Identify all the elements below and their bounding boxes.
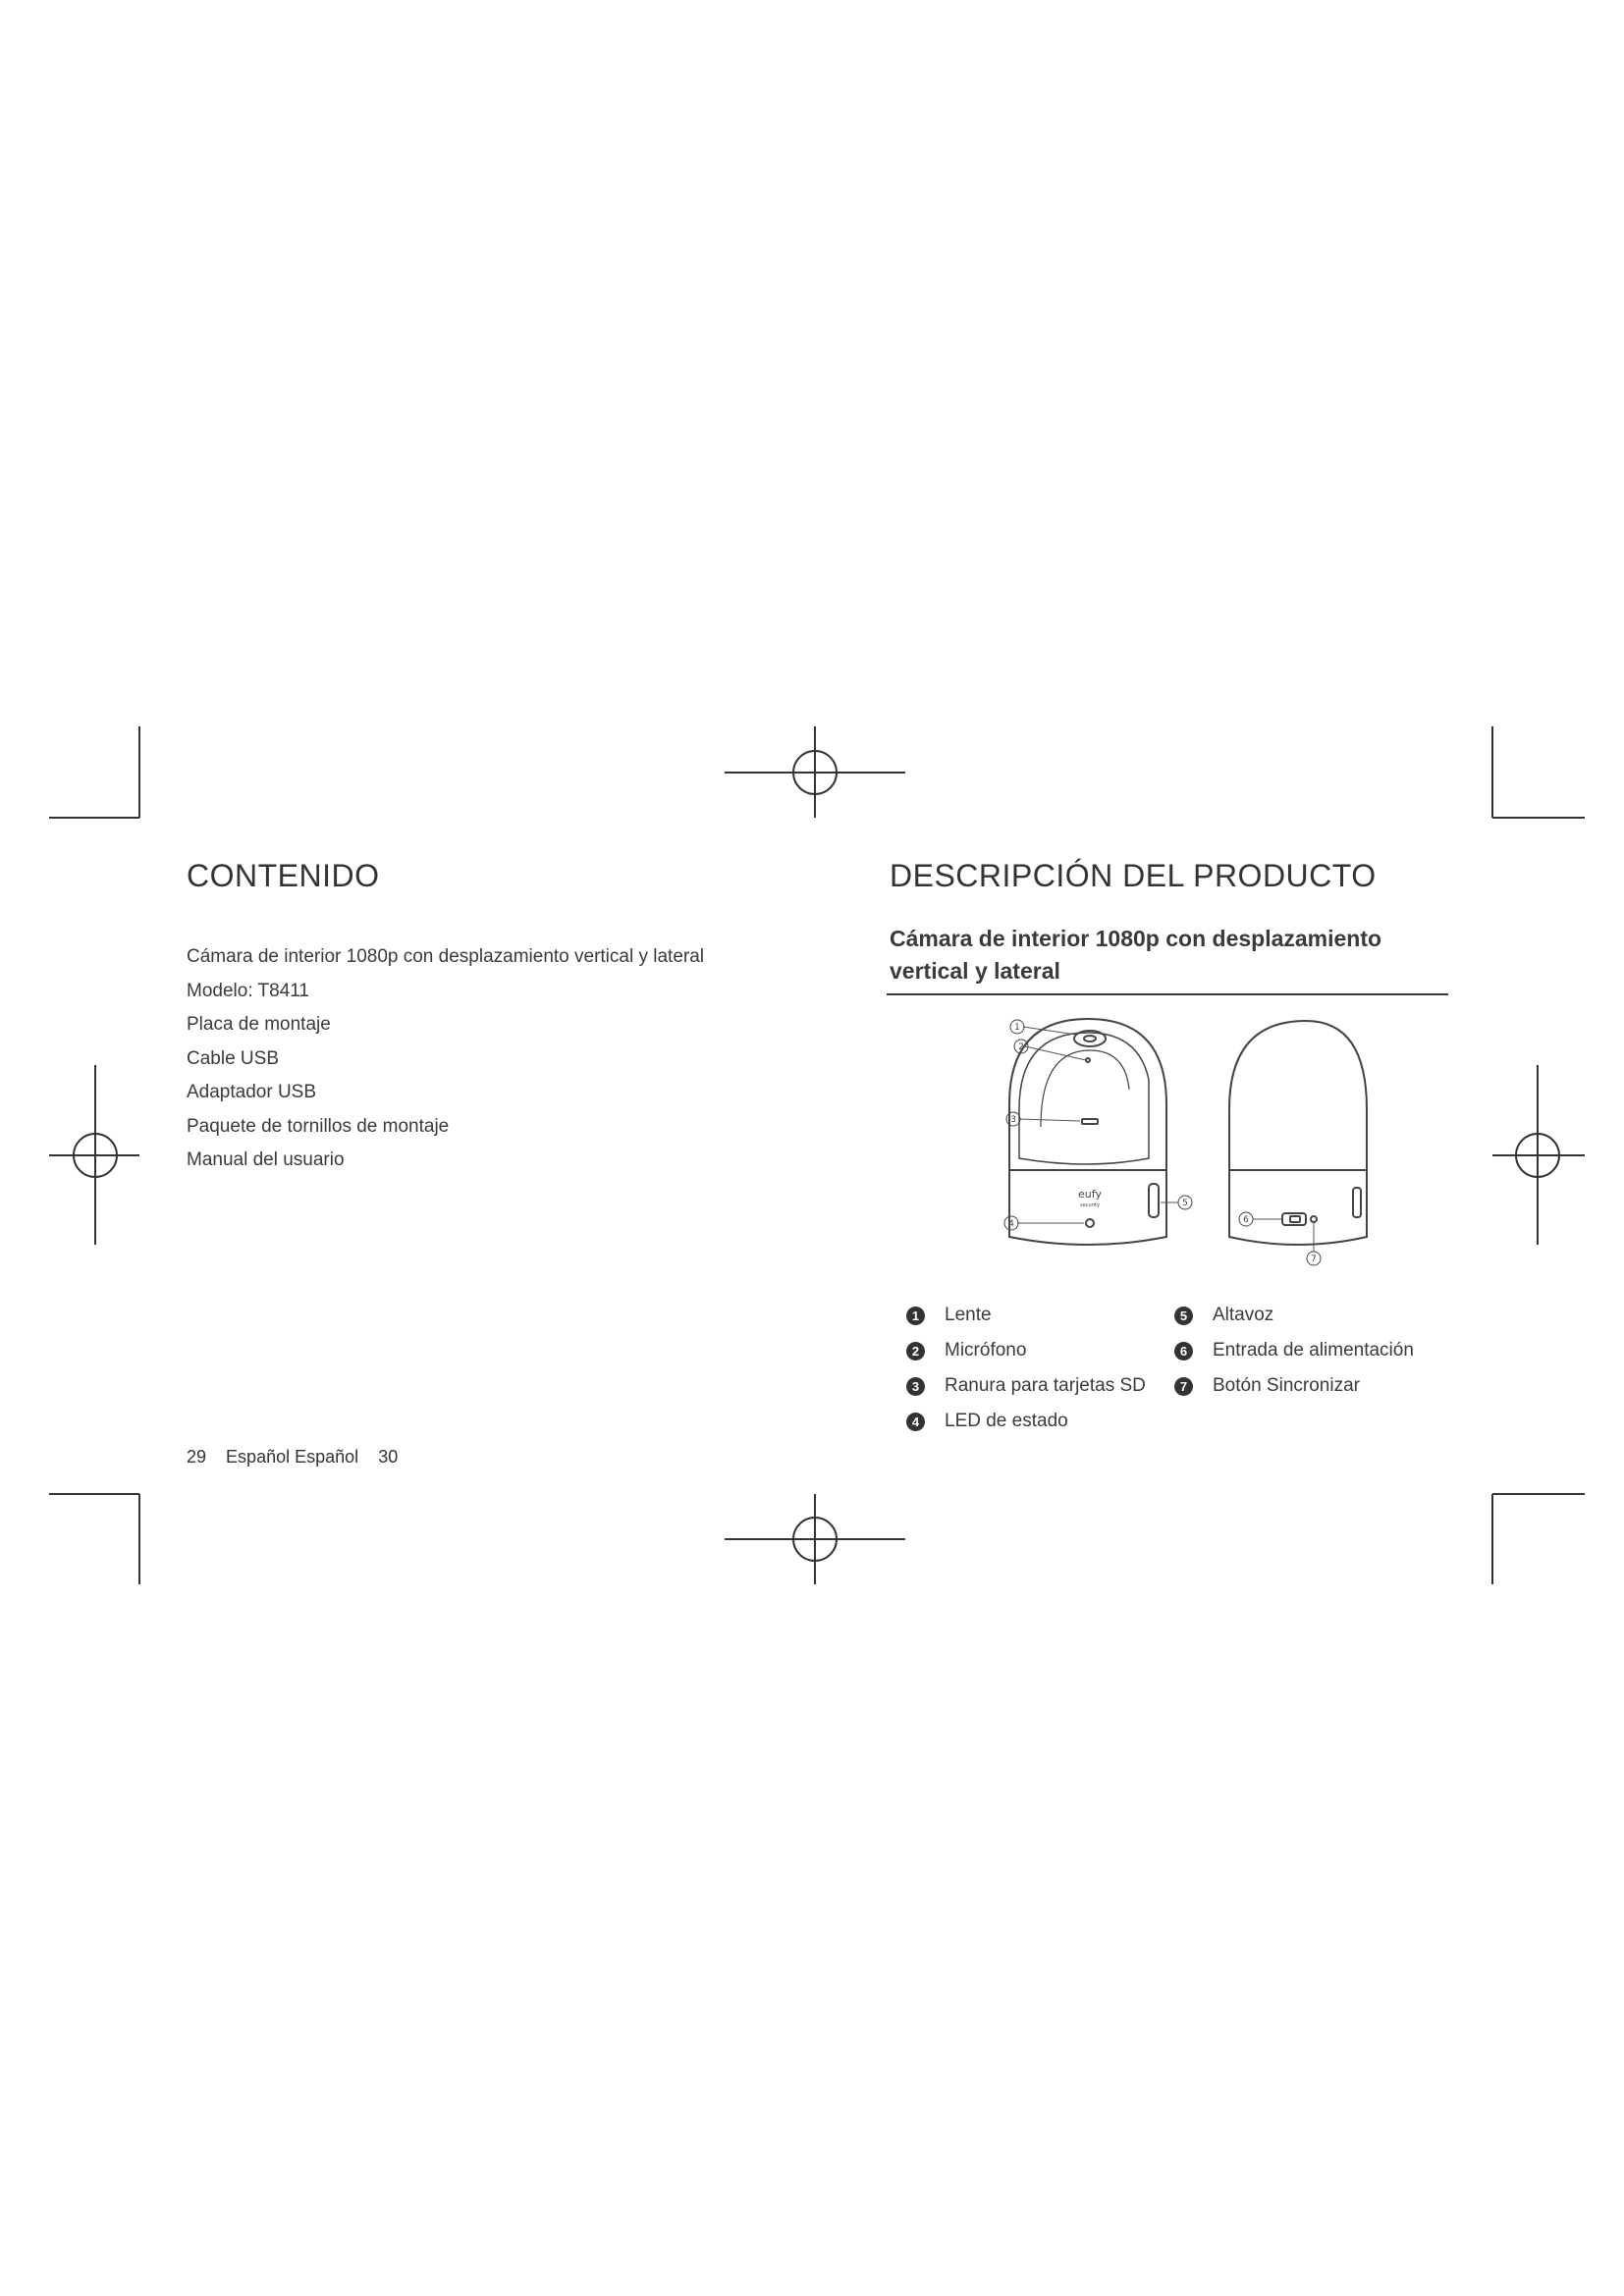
- camera-back-body: [1229, 1021, 1367, 1245]
- subtitle-underline: [887, 993, 1448, 995]
- legend-item: 7 Botón Sincronizar: [1174, 1368, 1414, 1404]
- page-number-right: 30: [378, 1447, 399, 1467]
- callout-2: 2: [1018, 1042, 1024, 1052]
- contents-list: [187, 940, 704, 1178]
- camera-front-body: [1009, 1019, 1166, 1245]
- callout-7: 7: [1311, 1255, 1317, 1264]
- list-item: Manual del usuario: [187, 1149, 345, 1170]
- brand-sub: security: [1080, 1202, 1100, 1208]
- page-footer: [187, 1447, 398, 1468]
- registration-mark-right: [1492, 1065, 1585, 1245]
- page-number-left: 29: [187, 1447, 207, 1467]
- list-item: Paquete de tornillos de montaje: [187, 1115, 450, 1137]
- list-item: Modelo: T8411: [187, 980, 309, 1001]
- registration-mark-left: [49, 1065, 139, 1245]
- list-item: Cámara de interior 1080p con desplazamiento vertical y lateral: [187, 946, 704, 967]
- legend-item: 2 Micrófono: [906, 1333, 1146, 1368]
- product-description-title: DESCRIPCIÓN DEL PRODUCTO: [890, 858, 1377, 893]
- legend-item: 5 Altavoz: [1174, 1298, 1414, 1333]
- callout-3: 3: [1010, 1115, 1016, 1125]
- registration-mark-top: [725, 726, 905, 818]
- list-item: Adaptador USB: [187, 1082, 317, 1102]
- legend-item: 6 Entrada de alimentación: [1174, 1333, 1414, 1368]
- camera-diagram: [943, 1011, 1375, 1276]
- callout-6: 6: [1243, 1215, 1249, 1225]
- list-item: Placa de montaje: [187, 1014, 331, 1035]
- list-item: Cable USB: [187, 1047, 279, 1069]
- language-label-left: Español: [226, 1447, 291, 1467]
- callout-1: 1: [1014, 1023, 1020, 1033]
- callout-5: 5: [1182, 1199, 1188, 1208]
- legend-item: 3 Ranura para tarjetas SD: [906, 1368, 1146, 1404]
- legend-column-right: [1174, 1298, 1414, 1404]
- callout-4: 4: [1008, 1219, 1014, 1229]
- legend-item: 4 LED de estado: [906, 1404, 1146, 1439]
- legend-item: 1 Lente: [906, 1298, 1146, 1333]
- registration-mark-bottom: [725, 1494, 905, 1584]
- contents-title: CONTENIDO: [187, 858, 380, 893]
- language-label-right: Español: [295, 1447, 359, 1467]
- legend-column-left: [906, 1298, 1146, 1439]
- brand-logo: eufy: [1078, 1188, 1102, 1201]
- product-subtitle: Cámara de interior 1080p con desplazamiento vertical y lateral: [890, 926, 1382, 984]
